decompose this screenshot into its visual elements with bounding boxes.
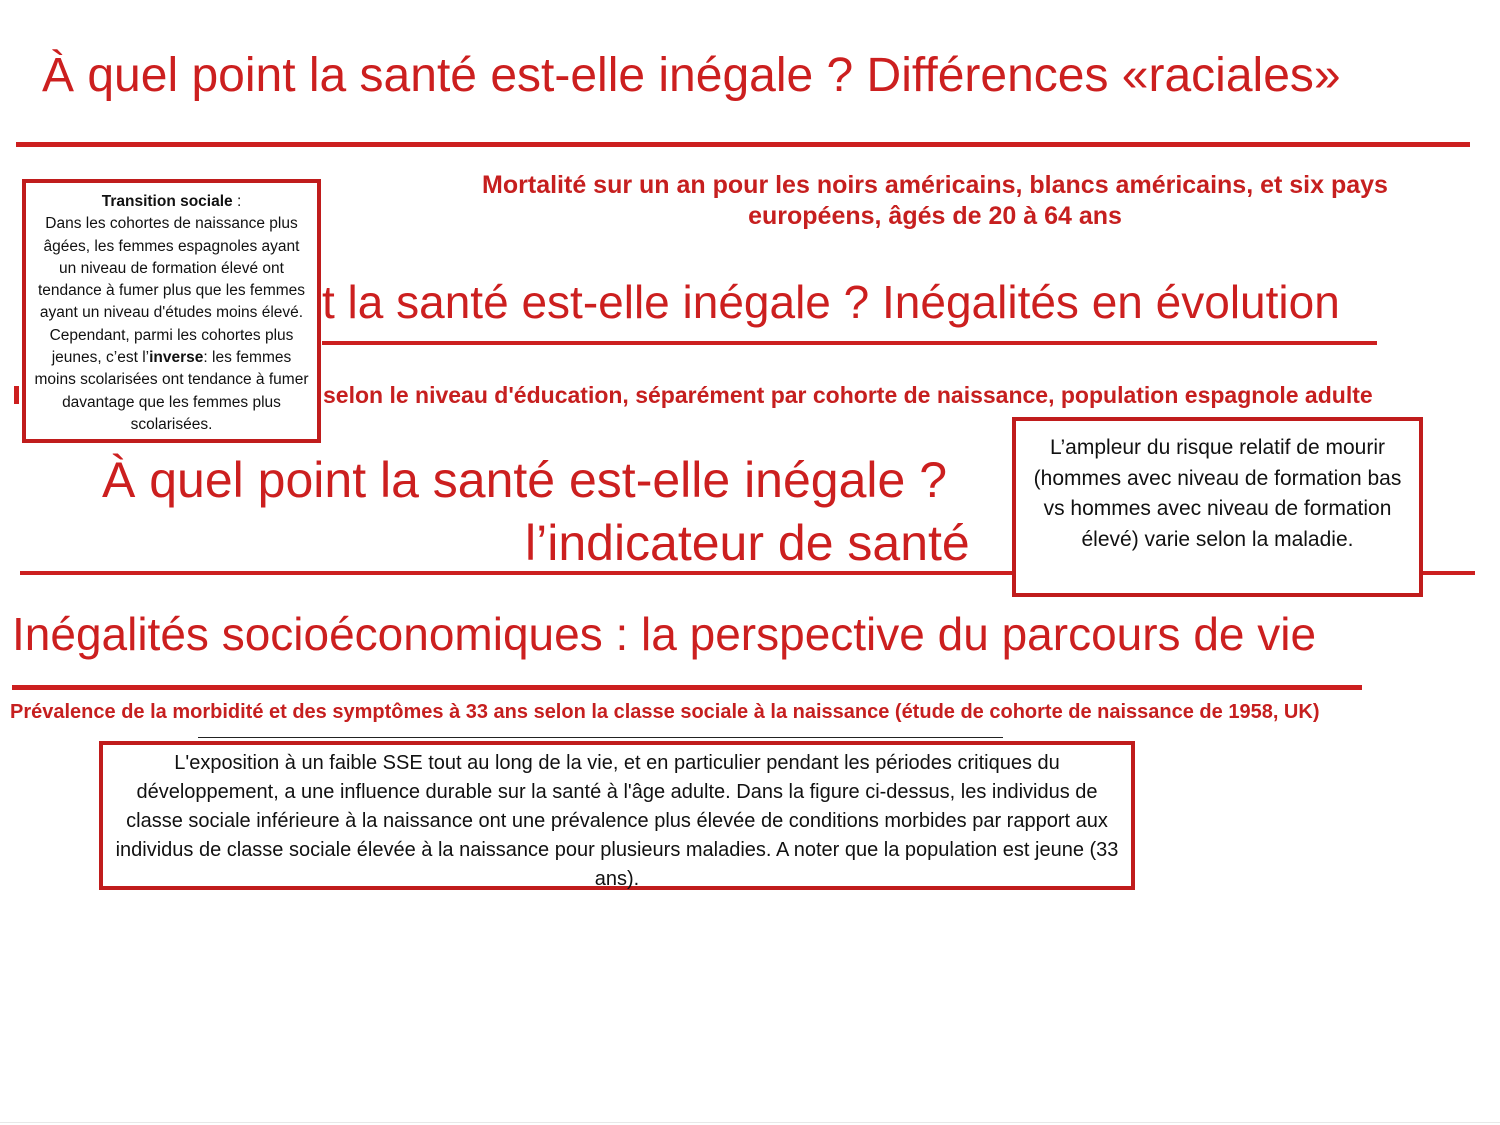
slide3-title-line2: l’indicateur de santé [525, 515, 970, 571]
slide4-divider [198, 737, 1003, 738]
slide2-rule-fragment [14, 386, 19, 404]
slide3-title-line1: À quel point la santé est-elle inégale ? [102, 452, 948, 508]
transition-sociale-box [22, 179, 321, 443]
slide4-title: Inégalités socioéconomiques : la perspective du parcours de vie [12, 608, 1317, 660]
slide2-title: t la santé est-elle inégale ? Inégalités en évolution [322, 276, 1340, 328]
slide2-rule [322, 341, 1377, 345]
transition-sociale-emphasis: inverse [149, 349, 204, 367]
risque-relatif-box: L’ampleur du risque relatif de mourir (hommes avec niveau de formation bas vs hommes avec niveau de formation élevé) varie selon la maladie. [1012, 417, 1423, 597]
page-bottom-edge [0, 1122, 1500, 1123]
transition-sociale-heading: Transition sociale : [101, 193, 242, 210]
slide1-rule [16, 142, 1470, 147]
slide1-subtitle: Mortalité sur un an pour les noirs américains, blancs américains, et six pays européens, âgés de 20 à 64 ans [482, 171, 1388, 231]
sse-explanation-box: L'exposition à un faible SSE tout au long de la vie, et en particulier pendant les périodes critiques du développement, a une influence durable sur la santé à l'âge adulte. Dans la figure ci-dessus, les individus de classe sociale inférieure à la naissance ont une prévalence plus élevée de conditions morbides par rapport aux individus de classe sociale élevée à la naissance pour plusieurs maladies. A noter que la population est jeune (33 ans). [99, 741, 1135, 890]
slide1-title: À quel point la santé est-elle inégale ? Différences «raciales» [42, 49, 1341, 102]
slide4-rule [12, 685, 1362, 690]
transition-sociale-body: Dans les cohortes de naissance plus âgées, les femmes espagnoles ayant un niveau de formation élevé ont tendance à fumer plus que les femmes ayant un niveau d'études moins élevé. Cependant, parmi les cohortes plus jeunes, c’est l’inverse: les femmes moins scolarisées ont tendance à fumer davantage que les femmes plus scolarisées. [34, 215, 309, 433]
slide4-subtitle: Prévalence de la morbidité et des symptômes à 33 ans selon la classe sociale à la naissance (étude de cohorte de naissance de 1958, UK) [10, 701, 1320, 723]
slide2-subtitle: selon le niveau d'éducation, séparément par cohorte de naissance, population espagnole adulte [323, 382, 1373, 408]
